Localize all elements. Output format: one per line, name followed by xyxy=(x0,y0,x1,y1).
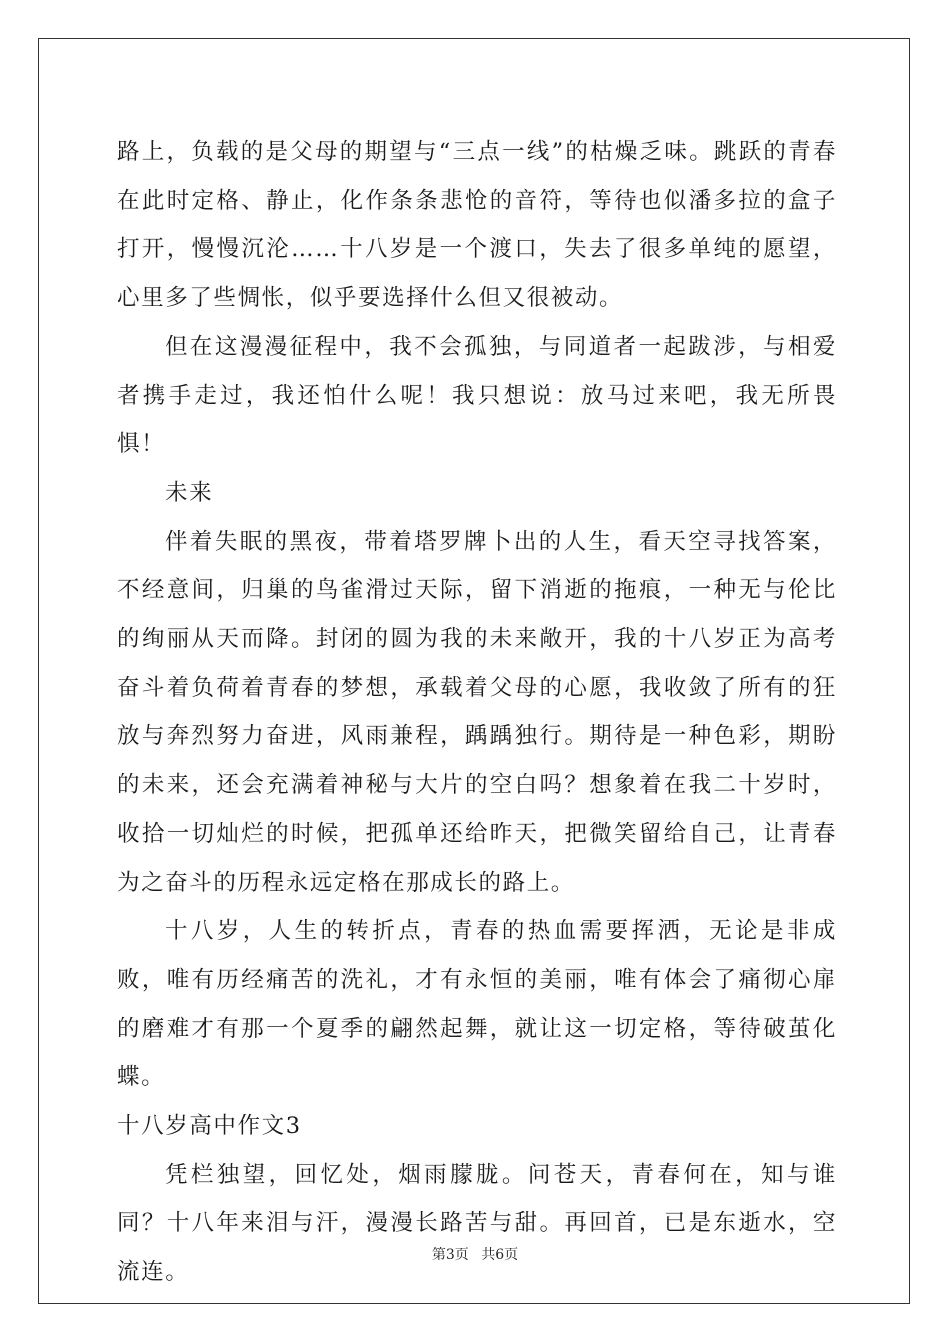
paragraph-1: 路上，负载的是父母的期望与“三点一线”的枯燥乏味。跳跃的青春在此时定格、静止，化作条条悲怆的音符，等待也似潘多拉的盒子打开，慢慢沉沦……十八岁是一个渡口，失去了很多单纯的愿望，心里多了些惆怅，似乎要选择什么但又很被动。 xyxy=(117,139,837,312)
page-footer xyxy=(0,1244,950,1264)
subheading-future: 未来 xyxy=(165,479,214,506)
page-number: 第3页 xyxy=(431,1247,469,1263)
page-total: 共6页 xyxy=(481,1247,519,1263)
paragraph-4: 十八岁，人生的转折点，青春的热血需要挥洒，无论是非成败，唯有历经痛苦的洗礼，才有永恒的美丽，唯有体会了痛彻心扉的磨难才有那一个夏季的翩然起舞，就让这一切定格，等待破茧化蝶。 xyxy=(117,918,837,1091)
document-body xyxy=(117,128,837,1297)
paragraph-5: 凭栏独望，回忆处，烟雨朦胧。问苍天，青春何在，知与谁同？十八年来泪与汗，漫漫长路苦与甜。再回首，已是东逝水，空流连。 xyxy=(117,1161,837,1286)
section-heading: 十八岁高中作文3 xyxy=(117,1113,302,1140)
paragraph-3: 伴着失眠的黑夜，带着塔罗牌卜出的人生，看天空寻找答案，不经意间，归巢的鸟雀滑过天际，留下消逝的拖痕，一种无与伦比的绚丽从天而降。封闭的圆为我的未来敞开，我的十八岁正为高考奋斗着负荷着青春的梦想，承载着父母的心愿，我收敛了所有的狂放与奔烈努力奋进，风雨兼程，踽踽独行。期待是一种色彩，期盼的未来，还会充满着神秘与大片的空白吗？想象着在我二十岁时，收拾一切灿烂的时候，把孤单还给昨天，把微笑留给自己，让青春为之奋斗的历程永远定格在那成长的路上。 xyxy=(117,528,837,896)
paragraph-2: 但在这漫漫征程中，我不会孤独，与同道者一起跋涉，与相爱者携手走过，我还怕什么呢！我只想说：放马过来吧，我无所畏惧！ xyxy=(117,333,837,458)
